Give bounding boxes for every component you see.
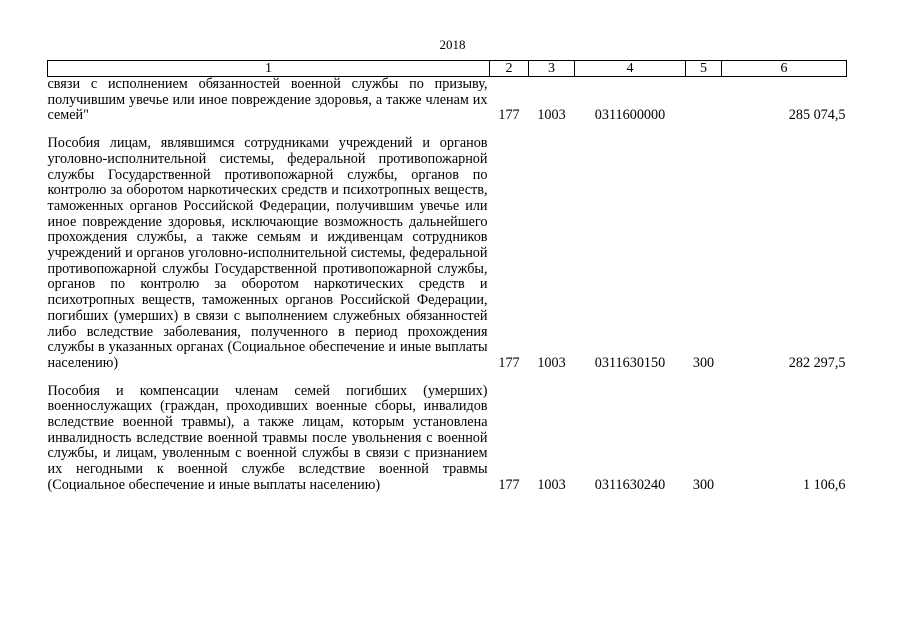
row-description: связи с исполнением обязанностей военной службы по призыву, получившим увечье или иное повреждение здоровья, а также членам их семей" [47, 76, 488, 124]
row-amount: 282 297,5 [788, 354, 846, 371]
row-ministry: 177 [498, 476, 520, 493]
column-header-section: 3 [529, 61, 575, 77]
column-header-expense-type: 5 [686, 61, 722, 77]
row-amount: 285 074,5 [788, 107, 846, 124]
row-spacer [48, 372, 847, 384]
table-header-row [48, 61, 847, 77]
row-description: Пособия лицам, являвшимся сотрудниками учреждений и органов уголовно-исполнительной системы, федеральной противопожарной службы Государственной противопожарной службы, органов по контролю за оборотом наркотических средств и психотропных веществ, таможенных органов Российской Федерации, получившим увечье или иное повреждение здоровья, исключающие возможность дальнейшего прохождения службы, а также семьям и иждивенцам сотрудников учреждений и органов уголовно-исполнительной системы, федеральной противопожарной службы Государственной противопожарной службы, органов по контролю за оборотом наркотических средств и психотропных веществ, таможенных органов Российской Федерации, погибших (умерших) в связи с выполнением служебных обязанностей либо вследствие заболевания, полученного в период прохождения службы в указанных органах (Социальное обеспечение и иные выплаты населению) [47, 135, 488, 371]
row-expense-type: 300 [692, 354, 715, 371]
row-target: 0311630240 [594, 476, 666, 493]
column-header-description: 1 [48, 61, 490, 77]
row-ministry: 177 [498, 107, 520, 124]
budget-table [47, 60, 847, 494]
row-ministry: 177 [498, 354, 520, 371]
page-number: 2018 [439, 37, 466, 52]
row-section: 1003 [537, 354, 566, 371]
row-description: Пособия и компенсации членам семей погибших (умерших) военнослужащих (граждан, проходивших военные сборы, инвалидов вследствие военной травмы), а также лицам, которым установлена инвалидность вследствие военной травмы после увольнения с военной службы, и лицам, уволенным с военной службы в связи с признанием их негодными к военной службе вследствие военной травмы (Социальное обеспечение и иные выплаты населению) [47, 382, 488, 493]
row-expense-type [686, 77, 722, 125]
row-target: 0311630150 [594, 354, 666, 371]
row-amount: 1 106,6 [802, 476, 846, 493]
column-header-target: 4 [575, 61, 686, 77]
row-expense-type: 300 [692, 476, 715, 493]
column-header-amount: 6 [722, 61, 847, 77]
row-section: 1003 [537, 107, 566, 124]
table-row [48, 136, 847, 372]
row-target: 0311600000 [594, 107, 666, 124]
table-row [48, 77, 847, 125]
row-section: 1003 [537, 476, 566, 493]
column-header-ministry: 2 [490, 61, 529, 77]
table-row [48, 384, 847, 494]
